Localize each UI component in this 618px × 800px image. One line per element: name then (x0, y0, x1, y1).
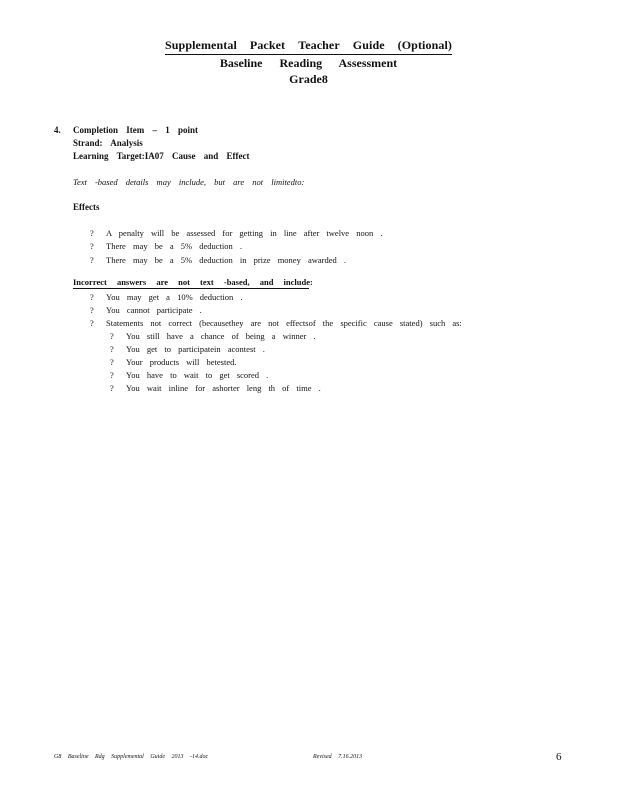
question-strand: Strand: Analysis (73, 138, 143, 148)
sub-incorrect-text: Your products will betested. (126, 357, 237, 367)
incorrect-text: You may get a 10% deduction . (106, 292, 243, 302)
effect-text: A penalty will be assessed for getting in line after twelve noon . (106, 228, 383, 238)
bullet-icon: ? (90, 318, 94, 328)
details-note: Text -based details may include, but are not limitedto: (73, 177, 305, 187)
sub-incorrect-text: You have to wait to get scored . (126, 370, 269, 380)
question-target: Learning Target:IA07 Cause and Effect (73, 151, 250, 161)
effects-heading: Effects (73, 202, 100, 212)
sub-incorrect-text: You get to participatein acontest . (126, 344, 265, 354)
header-word: Supplemental (165, 38, 237, 52)
bullet-icon: ? (90, 255, 94, 265)
header-word: Guide (352, 38, 385, 52)
list-item (90, 228, 382, 238)
incorrect-heading: Incorrect answers are not text -based, and include: (73, 277, 313, 287)
list-item (90, 241, 242, 251)
bullet-icon: ? (90, 305, 94, 315)
sub-incorrect-text: You wait inline for ashorter leng th of time . (126, 383, 321, 393)
page-number: 6 (556, 751, 562, 763)
list-item (110, 344, 265, 354)
footer-filename: G8 Baseline Rdg Supplemental Guide 2013 -14.doc (54, 754, 209, 760)
effect-text: There may be a 5% deduction . (106, 241, 242, 251)
question-title: Completion Item – 1 point (73, 125, 198, 135)
header-subtitle: Baseline Reading Assessment (219, 56, 398, 70)
incorrect-text: Statements not correct (becausethey are not effectsof the specific cause stated) such as: (106, 318, 462, 328)
header-grade: Grade8 (289, 72, 328, 86)
bullet-icon: ? (90, 228, 94, 238)
header-word: (Optional) (397, 38, 452, 52)
list-item (90, 318, 462, 328)
incorrect-text: You cannot participate . (106, 305, 202, 315)
list-item (90, 305, 202, 315)
list-item (110, 357, 236, 367)
list-item (90, 255, 346, 265)
bullet-icon: ? (90, 241, 94, 251)
sub-incorrect-text: You still have a chance of being a winner . (126, 331, 316, 341)
header-title-line (165, 38, 452, 55)
effect-text: There may be a 5% deduction in prize money awarded . (106, 255, 346, 265)
list-item (110, 370, 268, 380)
bullet-icon: ? (110, 383, 114, 393)
bullet-icon: ? (90, 292, 94, 302)
bullet-icon: ? (110, 331, 114, 341)
bullet-icon: ? (110, 357, 114, 367)
header-word: Teacher (298, 38, 340, 52)
bullet-icon: ? (110, 370, 114, 380)
bullet-icon: ? (110, 344, 114, 354)
list-item (110, 331, 316, 341)
footer-revised: Revised 7.16.2013 (313, 754, 363, 760)
header-word: Packet (249, 38, 286, 52)
list-item (110, 383, 321, 393)
question-number: 4. (54, 125, 61, 135)
list-item (90, 292, 243, 302)
